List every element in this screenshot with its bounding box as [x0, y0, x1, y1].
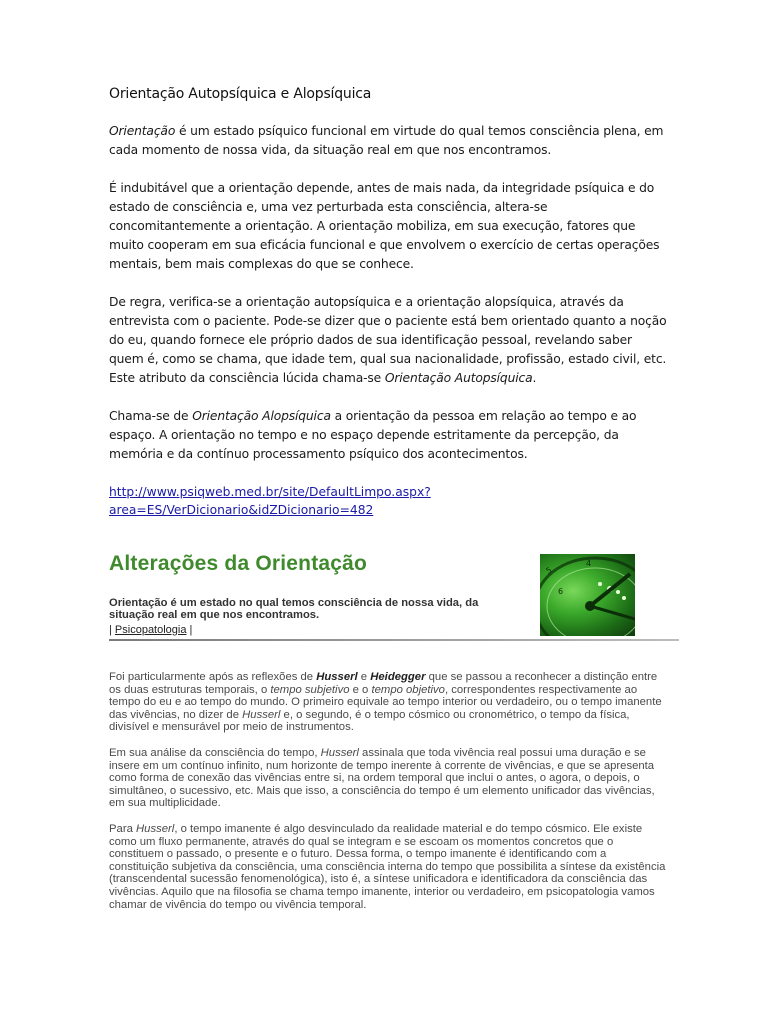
source-link[interactable]	[109, 483, 669, 519]
name-husserl: Husserl	[136, 822, 175, 835]
source-link-line-1[interactable]: http://www.psiqweb.med.br/site/DefaultLimpo.aspx?	[109, 485, 431, 499]
name-heidegger: Heidegger	[370, 671, 426, 683]
text: , o tempo imanente é algo desvinculado da realidade material e do tempo cósmico. Ele existe como um fluxo permanente, através do qual se integram e se escoam os momentos concretos que o constituem o passado, o presente e o futuro. Dessa forma, o tempo imanente é identificando com a constituição subjetiva da consciência, uma consciência interna do tempo que possibilita a síntese da existência (transcendental sucessão fenomenológica), isto é, a síntese unificadora e identificadora da consciência das vivências. Aquilo que na filosofia se chama tempo imanente, interior ou verdadeiro, em psicopatologia vamos chamar de vivência do tempo ou vivência temporal.	[109, 822, 666, 911]
svg-text:4: 4	[586, 559, 592, 568]
clipping-header	[109, 552, 681, 640]
category-suffix: |	[186, 624, 193, 636]
clipping-subtitle: Orientação é um estado no qual temos consciência de nossa vida, da situação real em que nos encontramos.	[109, 597, 479, 621]
clipping-paragraph-2	[109, 747, 669, 810]
text: e	[357, 671, 371, 683]
paragraph-autopsiquica	[109, 293, 669, 388]
term-autopsiquica: Orientação Autopsíquica	[384, 371, 533, 385]
clipping-title: Alterações da Orientação	[109, 552, 368, 575]
paragraph-alopsiquica-lead: Chama-se de	[109, 409, 193, 423]
text: que se passou a reconhecer a distinção entre os duas estruturas temporais, o	[109, 671, 658, 696]
clipping-category	[109, 624, 192, 636]
text: e o	[349, 683, 372, 696]
term-tempo-objetivo: tempo objetivo	[371, 683, 445, 696]
document-title: Orientação Autopsíquica e Alopsíquica	[109, 86, 372, 102]
term-alopsiquica: Orientação Alopsíquica	[192, 409, 331, 423]
text: e, o segundo, é o tempo cósmico ou cronométrico, o tempo da física, divisível e mensurável por meio de instrumentos.	[109, 708, 630, 734]
text: Para	[109, 822, 137, 835]
clipping-paragraph-3	[109, 823, 669, 911]
document-body	[109, 86, 669, 519]
paragraph-alopsiquica-text: a orientação da pessoa em relação ao tempo e ao espaço. A orientação no tempo e no espaço depende estritamente da percepção, da memória e da contínuo processamento psíquico dos acontecimentos.	[109, 409, 637, 461]
category-link[interactable]: Psicopatologia	[114, 624, 187, 636]
svg-text:5: 5	[544, 565, 554, 576]
clock-photo	[540, 554, 635, 636]
paragraph-autopsiquica-text: De regra, verifica-se a orientação autopsíquica e a orientação alopsíquica, através da entrevista com o paciente. Pode-se dizer que o paciente está bem orientado quanto a noção do eu, quando fornece ele próprio dados de sua identificação pessoal, revelando saber quem é, como se chama, que idade tem, qual sua nacionalidade, profissão, estado civil, etc. Este atributo da consciência lúcida chama-se	[109, 295, 667, 385]
name-husserl: Husserl	[316, 671, 358, 683]
paragraph-dependence: É indubitável que a orientação depende, antes de mais nada, da integridade psíquica e do estado de consciência e, uma vez perturbada esta consciência, altera-se concomitantemente a orientação. A orientação mobiliza, em sua execução, fatores que muito cooperam em sua eficácia funcional e que envolvem o exercício de certas operações mentais, bem mais complexas do que se conhece.	[109, 181, 660, 271]
term-orientacao: Orientação	[109, 124, 176, 138]
web-clipping	[109, 552, 681, 924]
source-link-line-2[interactable]: area=ES/VerDicionario&idZDicionario=482	[109, 503, 374, 517]
term-tempo-subjetivo: tempo subjetivo	[270, 683, 350, 696]
clipping-body	[109, 640, 681, 911]
clock-icon	[540, 554, 635, 636]
text: Em sua análise da consciência do tempo,	[109, 746, 321, 759]
name-husserl: Husserl	[320, 746, 359, 759]
text: assinala que toda vivência real possui uma duração e se insere em um contínuo infinito, num horizonte de tempo inerente à corrente de vivências, e que se apresenta como forma de conexão das vivências entre si, na ordem temporal que inclui o antes, o agora, o depois, o simultâneo, o sucessivo, etc. Mais que isso, a consciência do tempo é um elemento unificador das vivências, em sua multiplicidade.	[109, 746, 655, 810]
category-prefix: |	[109, 624, 115, 636]
paragraph-autopsiquica-end: .	[532, 371, 537, 385]
clipping-paragraph-1	[109, 671, 669, 734]
paragraph-alopsiquica	[109, 407, 669, 464]
text: Foi particularmente após as reflexões de	[109, 671, 317, 683]
paragraph-definition-text: é um estado psíquico funcional em virtude do qual temos consciência plena, em cada momento de nossa vida, da situação real em que nos encontramos.	[109, 124, 664, 157]
text: , correspondentes respectivamente ao tempo do eu e ao tempo do mundo. O primeiro equivale ao tempo interior ou verdadeiro, ou o tempo imanente das vivências, no dizer de	[109, 683, 662, 721]
svg-text:6: 6	[558, 587, 564, 596]
clipping-divider	[109, 639, 679, 641]
paragraph-definition	[109, 122, 669, 160]
name-husserl: Husserl	[242, 708, 281, 721]
